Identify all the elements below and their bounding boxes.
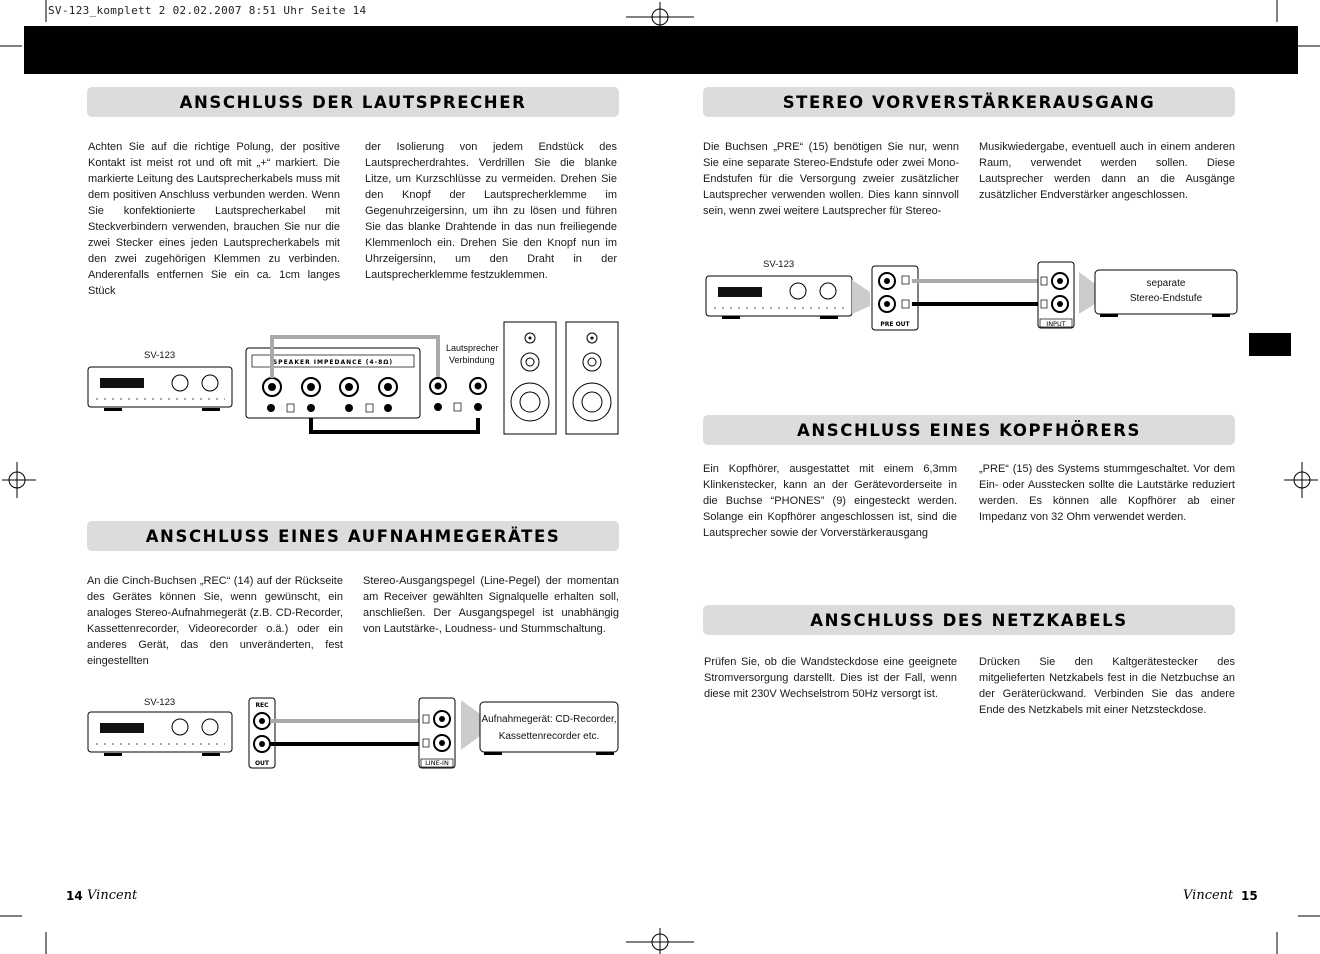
headphones-text-col1: Ein Kopfhörer, ausgestattet mit einem 6,3mm Klinkenstecker, kann an der Gerätevorderseite in die Buchse “PHONES” (9) eingesteckt werden. Solange ein Kopfhörer angeschlossen ist, sind die Lautsprecher sowie der Vorverstärkerausgang (703, 463, 957, 539)
device-label: SV-123 (144, 350, 176, 361)
recorder-text-col1: An die Cinch-Buchsen „REC“ (14) auf der Rückseite des Gerätes können Sie, wenn gewünscht, ein analoges Stereo-Aufnahmegerät (z.B. CD-Recorder, Kassettenrecorder, Videorecorder o.ä.) oder ein anderes Gerät, das den unveränderten, fest eingestellten (87, 575, 343, 667)
speakers-text-col1: Achten Sie auf die richtige Polung, der positive Kontakt ist meist rot und oft mit „+“ markiert. Die markierte Leitung des Lautsprecherkabels muss mit dem positiven Anschluss verbunden werden. Wenn Sie konfektionierte Lautsprecherkabel mit Steckverbindern verwenden, brauchen Sie nur die zwei Stecker eines jeden Lautsprecherkabels mit den zwei zugehörigen Klemmen zu verbinden. Anderenfalls entfernen Sie ein ca. 1cm langes Stück (88, 141, 340, 297)
pre-text-col1: Die Buchsen „PRE“ (15) benötigen Sie nur, wenn Sie eine separate Stereo-Endstufe oder zwei Mono-Endstufen für die Versorgung zweier zusätzlicher Lautsprecher verwenden wollen. Dies kann sinnvoll sein, wenn zwei weitere Lautsprecher für Stereo- (703, 141, 959, 217)
heading-headphones: ANSCHLUSS EINES KOPFHÖRERS (703, 415, 1235, 445)
recorder-text-col2: Stereo-Ausgangspegel (Line-Pegel) der momentan am Receiver gewählten Signalquelle erhalten soll, anschließen. Der Ausgangspegel ist unabhängig von Lautstärke-, Loudness- und Stummschaltung. (363, 575, 619, 635)
out-label: OUT (254, 760, 270, 767)
preout-label: PRE OUT (880, 321, 910, 328)
power-text-col1: Prüfen Sie, ob die Wandsteckdose eine geeignete Stromversorgung darstellt. Dies ist der Fall, wenn diese mit 230V Wechselstrom 50Hz versorgt ist. (704, 656, 957, 700)
heading-power: ANSCHLUSS DES NETZKABELS (703, 605, 1235, 635)
connection-label-2: Verbindung (449, 355, 495, 365)
input-label: INPUT (1046, 320, 1066, 328)
linein-label: LINE-IN (425, 759, 449, 767)
rec-label: REC (255, 702, 269, 709)
brand-logo-left: Vincent (87, 888, 138, 903)
amp-target-line1: separate (1146, 278, 1186, 289)
heading-recorder: ANSCHLUSS EINES AUFNAHMEGERÄTES (87, 521, 619, 551)
heading-speakers: ANSCHLUSS DER LAUTSPRECHER (87, 87, 619, 117)
panel-label: SPEAKER IMPEDANCE (4-8Ω) (272, 359, 394, 366)
receiver-front-panel (706, 276, 870, 319)
device-label: SV-123 (144, 697, 176, 708)
pre-text-col2: Musikwiedergabe, eventuell auch in einem anderen Raum, verwendet werden sollen. Diese Lautsprecher werden dann an die Ausgänge zusätzlicher Endverstärker angeschlossen. (979, 141, 1235, 201)
brand-logo-right: Vincent (1183, 888, 1234, 903)
speakers-text-col2: der Isolierung von jedem Endstück des Lautsprecherdrahtes. Verdrillen Sie die blanke Litze, um Kurzschlüsse zu vermeiden. Drehen Sie den Knopf der Lautsprecherklemme im Gegenuhrzeigersinn, um ihn zu lösen und führen Sie das blanke Drahtende in das nun freiliegende Klemmenloch ein. Drehen Sie den Knopf nun im Uhrzeigersinn, um den Draht in der Lautsprecherklemme festzuklemmen. (365, 141, 617, 281)
device-label: SV-123 (763, 259, 795, 270)
print-slug: SV-123_komplett 2 02.02.2007 8:51 Uhr Seite 14 (48, 4, 367, 17)
page-number-right: 15 (1241, 889, 1258, 903)
headphones-text-col2: „PRE“ (15) des Systems stummgeschaltet. Vor dem Ein- oder Ausstecken sollte die Lautstärke reduziert werden. Es können alle Kopfhörer ab einer Impedanz von 32 Ohm verwendet werden. (979, 463, 1235, 523)
recorder-target-line1: Aufnahmegerät: CD-Recorder, (481, 714, 617, 725)
recorder-target-line2: Kassettenrecorder etc. (498, 731, 600, 742)
amp-target-line2: Stereo-Endstufe (1129, 293, 1203, 304)
page-number-left: 14 (66, 889, 83, 903)
amp-input-jacks (1038, 262, 1098, 328)
heading-pre-out: STEREO VORVERSTÄRKERAUSGANG (703, 87, 1235, 117)
connection-label-1: Lautsprecher (446, 343, 499, 353)
power-text-col2: Drücken Sie den Kaltgerätestecker des mitgelieferten Netzkabels fest in die Netzbuchse an der Geräterückwand. Verbinden Sie das andere Ende des Netzkabels mit einer Netzsteckdose. (979, 656, 1235, 716)
